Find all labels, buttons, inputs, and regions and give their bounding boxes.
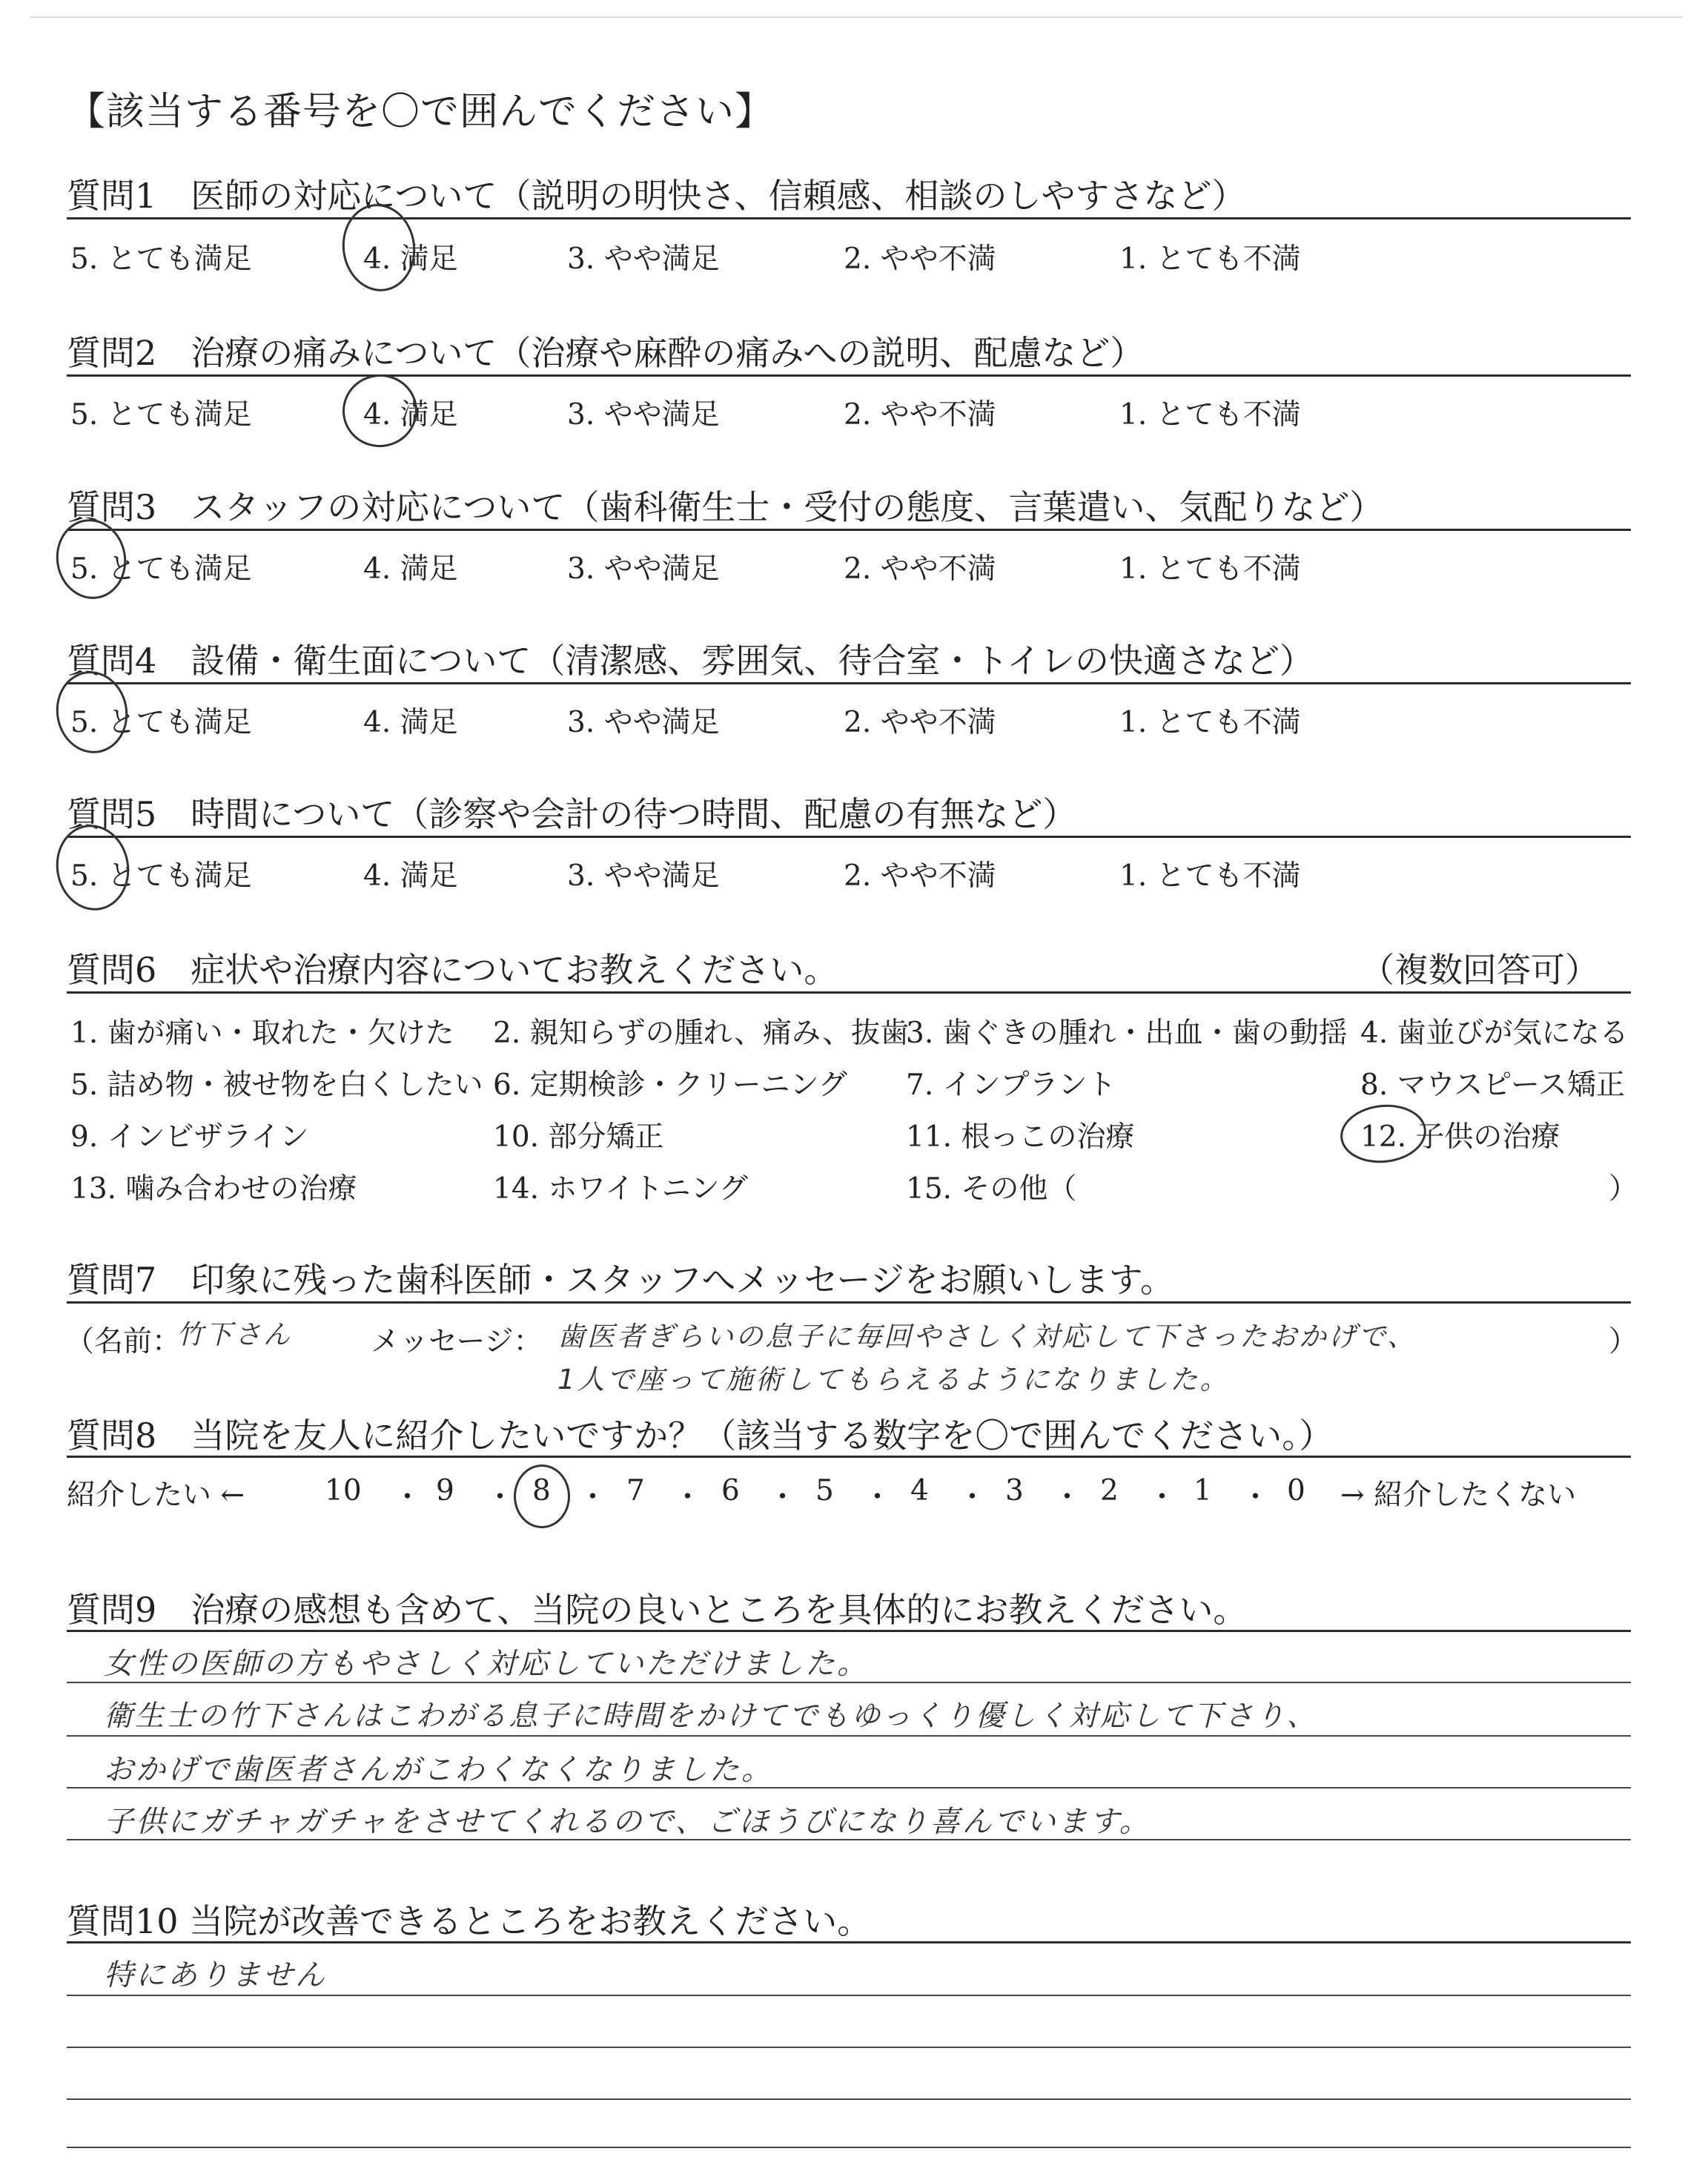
q6-item-4[interactable]: 4. 歯並びが気になる — [1360, 1017, 1629, 1050]
q5-option-1[interactable]: 1. とても不満 — [1119, 859, 1301, 893]
q7-name-value[interactable]: 竹下さん — [176, 1320, 293, 1350]
q3-title: 質問3 スタッフの対応について（歯科衛生士・受付の態度、言葉遣い、気配りなど） — [67, 487, 1384, 527]
q6-item-15[interactable]: 15. その他（ — [906, 1172, 1077, 1206]
q8-left-label: 紹介したい ← — [67, 1479, 245, 1512]
q7-name-label: （名前： — [65, 1325, 182, 1358]
q6-item-10[interactable]: 10. 部分矯正 — [493, 1120, 664, 1154]
q8-scale-4[interactable]: 4 — [910, 1474, 929, 1507]
q6-title: 質問6 症状や治療内容についてお教えください。 — [67, 950, 838, 990]
q3-option-4[interactable]: 4. 満足 — [363, 552, 458, 586]
q8-separator: ・ — [673, 1481, 703, 1514]
q6-item-3[interactable]: 3. 歯ぐきの腫れ・出血・歯の動揺 — [906, 1017, 1348, 1050]
q8-separator: ・ — [768, 1481, 798, 1514]
q10-answer-rule — [67, 2047, 1631, 2048]
q8-scale-9[interactable]: 9 — [436, 1474, 454, 1507]
q6-rule — [67, 991, 1631, 994]
q4-option-1[interactable]: 1. とても不満 — [1119, 706, 1301, 739]
q9-answer-rule — [67, 1682, 1631, 1683]
q6-item-13[interactable]: 13. 噛み合わせの治療 — [70, 1172, 357, 1206]
form-header: 【該当する番号を〇で囲んでください】 — [67, 90, 775, 134]
q6-item-2[interactable]: 2. 親知らずの腫れ、痛み、抜歯 — [493, 1017, 910, 1050]
q6-item-7[interactable]: 7. インプラント — [906, 1069, 1116, 1102]
q3-option-2[interactable]: 2. やや不満 — [844, 552, 996, 586]
q5-rule — [67, 836, 1631, 838]
q8-scale-7[interactable]: 7 — [626, 1474, 645, 1507]
q3-rule — [67, 529, 1631, 531]
q1-option-2[interactable]: 2. やや不満 — [844, 242, 996, 276]
q10-answer-rule — [67, 2147, 1631, 2148]
q8-scale-1[interactable]: 1 — [1194, 1474, 1212, 1507]
q9-answer-rule — [67, 1787, 1631, 1789]
q8-separator: ・ — [958, 1481, 987, 1514]
q6-item-8[interactable]: 8. マウスピース矯正 — [1360, 1069, 1625, 1102]
q8-scale-0[interactable]: 0 — [1287, 1474, 1305, 1507]
q8-scale-5[interactable]: 5 — [815, 1474, 834, 1507]
q2-option-3[interactable]: 3. やや満足 — [567, 398, 720, 432]
q7-close-paren: ） — [1609, 1325, 1638, 1358]
q10-title: 質問10 当院が改善できるところをお教えください。 — [67, 1901, 872, 1941]
q8-separator: ・ — [393, 1481, 423, 1514]
page-top-edge — [30, 16, 1683, 18]
q10-answer-rule — [67, 1995, 1631, 1996]
q8-rule — [67, 1456, 1631, 1458]
q6-selected-circle — [1337, 1100, 1429, 1167]
q9-answer-line-4[interactable]: 子供にガチャガチャをさせてくれるので、ごほうびになり喜んでいます。 — [104, 1805, 1151, 1839]
q5-option-5[interactable]: 5. とても満足 — [70, 859, 252, 893]
q5-option-3[interactable]: 3. やや満足 — [567, 859, 720, 893]
q4-rule — [67, 682, 1631, 684]
q3-option-3[interactable]: 3. やや満足 — [567, 552, 720, 586]
q8-scale-2[interactable]: 2 — [1100, 1474, 1119, 1507]
q6-item-12[interactable]: 12. 子供の治療 — [1360, 1120, 1560, 1154]
q9-answer-line-3[interactable]: おかげで歯医者さんがこわくなくなりました。 — [104, 1753, 773, 1787]
q2-option-1[interactable]: 1. とても不満 — [1119, 398, 1301, 432]
q10-rule — [67, 1941, 1631, 1943]
q6-item-1[interactable]: 1. 歯が痛い・取れた・欠けた — [70, 1017, 454, 1050]
q8-separator: ・ — [578, 1481, 608, 1514]
q1-title: 質問1 医師の対応について（説明の明快さ、信頼感、相談のしやすさなど） — [67, 176, 1246, 216]
q8-title: 質問8 当院を友人に紹介したいですか？（該当する数字を〇で囲んでください。） — [67, 1416, 1334, 1456]
q6-other-close: ） — [1609, 1172, 1638, 1206]
q7-message-label: メッセージ： — [371, 1325, 543, 1358]
q1-option-4[interactable]: 4. 満足 — [363, 242, 458, 276]
q5-title: 質問5 時間について（診察や会計の待つ時間、配慮の有無など） — [67, 794, 1077, 834]
q4-option-3[interactable]: 3. やや満足 — [567, 706, 720, 739]
q6-item-14[interactable]: 14. ホワイトニング — [493, 1172, 748, 1206]
q4-option-4[interactable]: 4. 満足 — [363, 706, 458, 739]
q6-item-6[interactable]: 6. 定期検診・クリーニング — [493, 1069, 847, 1102]
q10-answer[interactable]: 特にありません — [104, 1958, 327, 1992]
q9-answer-line-2[interactable]: 衛生士の竹下さんはこわがる息子に時間をかけてでもゆっくり優しく対応して下さり、 — [104, 1700, 1318, 1733]
q6-item-5[interactable]: 5. 詰め物・被せ物を白くしたい — [70, 1069, 483, 1102]
q7-title: 質問7 印象に残った歯科医師・スタッフへメッセージをお願いします。 — [67, 1260, 1174, 1300]
q5-option-4[interactable]: 4. 満足 — [363, 859, 458, 893]
q8-scale-3[interactable]: 3 — [1005, 1474, 1024, 1507]
q8-scale-10[interactable]: 10 — [325, 1474, 362, 1507]
q2-rule — [67, 374, 1631, 377]
q8-separator: ・ — [863, 1481, 893, 1514]
q2-option-4[interactable]: 4. 満足 — [363, 398, 458, 432]
q4-title: 質問4 設備・衛生面について（清潔感、雰囲気、待合室・トイレの快適さなど） — [67, 641, 1314, 681]
q9-rule — [67, 1630, 1631, 1632]
q8-separator: ・ — [1148, 1481, 1177, 1514]
q3-option-1[interactable]: 1. とても不満 — [1119, 552, 1301, 586]
q8-right-label: → 紹介したくない — [1340, 1479, 1577, 1512]
q7-message-line1[interactable]: 歯医者ぎらいの息子に毎回やさしく対応して下さったおかげで、 — [557, 1321, 1417, 1353]
q2-title: 質問2 治療の痛みについて（治療や麻酔の痛みへの説明、配慮など） — [67, 333, 1145, 373]
q8-scale-8[interactable]: 8 — [532, 1474, 551, 1507]
q9-answer-line-1[interactable]: 女性の医師の方もやさしく対応していただけました。 — [104, 1647, 869, 1681]
q8-separator: ・ — [1241, 1481, 1271, 1514]
q8-separator: ・ — [1053, 1481, 1082, 1514]
q2-option-2[interactable]: 2. やや不満 — [844, 398, 996, 432]
q9-title: 質問9 治療の感想も含めて、当院の良いところを具体的にお教えください。 — [67, 1590, 1248, 1630]
q1-option-3[interactable]: 3. やや満足 — [567, 242, 720, 276]
q4-option-5[interactable]: 5. とても満足 — [70, 706, 252, 739]
q5-option-2[interactable]: 2. やや不満 — [844, 859, 996, 893]
q6-item-11[interactable]: 11. 根っこの治療 — [906, 1120, 1135, 1154]
q9-answer-rule — [67, 1735, 1631, 1737]
q9-answer-rule — [67, 1839, 1631, 1840]
q4-option-2[interactable]: 2. やや不満 — [844, 706, 996, 739]
q1-option-5[interactable]: 5. とても満足 — [70, 242, 252, 276]
q2-option-5[interactable]: 5. とても満足 — [70, 398, 252, 432]
q2-selected-circle — [339, 371, 421, 451]
q6-multiple-note: （複数回答可） — [1360, 950, 1599, 990]
q8-separator: ・ — [486, 1481, 515, 1514]
q8-scale-6[interactable]: 6 — [721, 1474, 740, 1507]
q7-message-line2[interactable]: 1人で座って施術してもらえるようになりました。 — [557, 1364, 1230, 1396]
q3-option-5[interactable]: 5. とても満足 — [70, 552, 252, 586]
q1-option-1[interactable]: 1. とても不満 — [1119, 242, 1301, 276]
q8-selected-circle — [514, 1464, 570, 1528]
q10-answer-rule — [67, 2098, 1631, 2100]
q7-rule — [67, 1301, 1631, 1304]
q6-item-9[interactable]: 9. インビザライン — [70, 1120, 309, 1154]
q1-rule — [67, 217, 1631, 219]
